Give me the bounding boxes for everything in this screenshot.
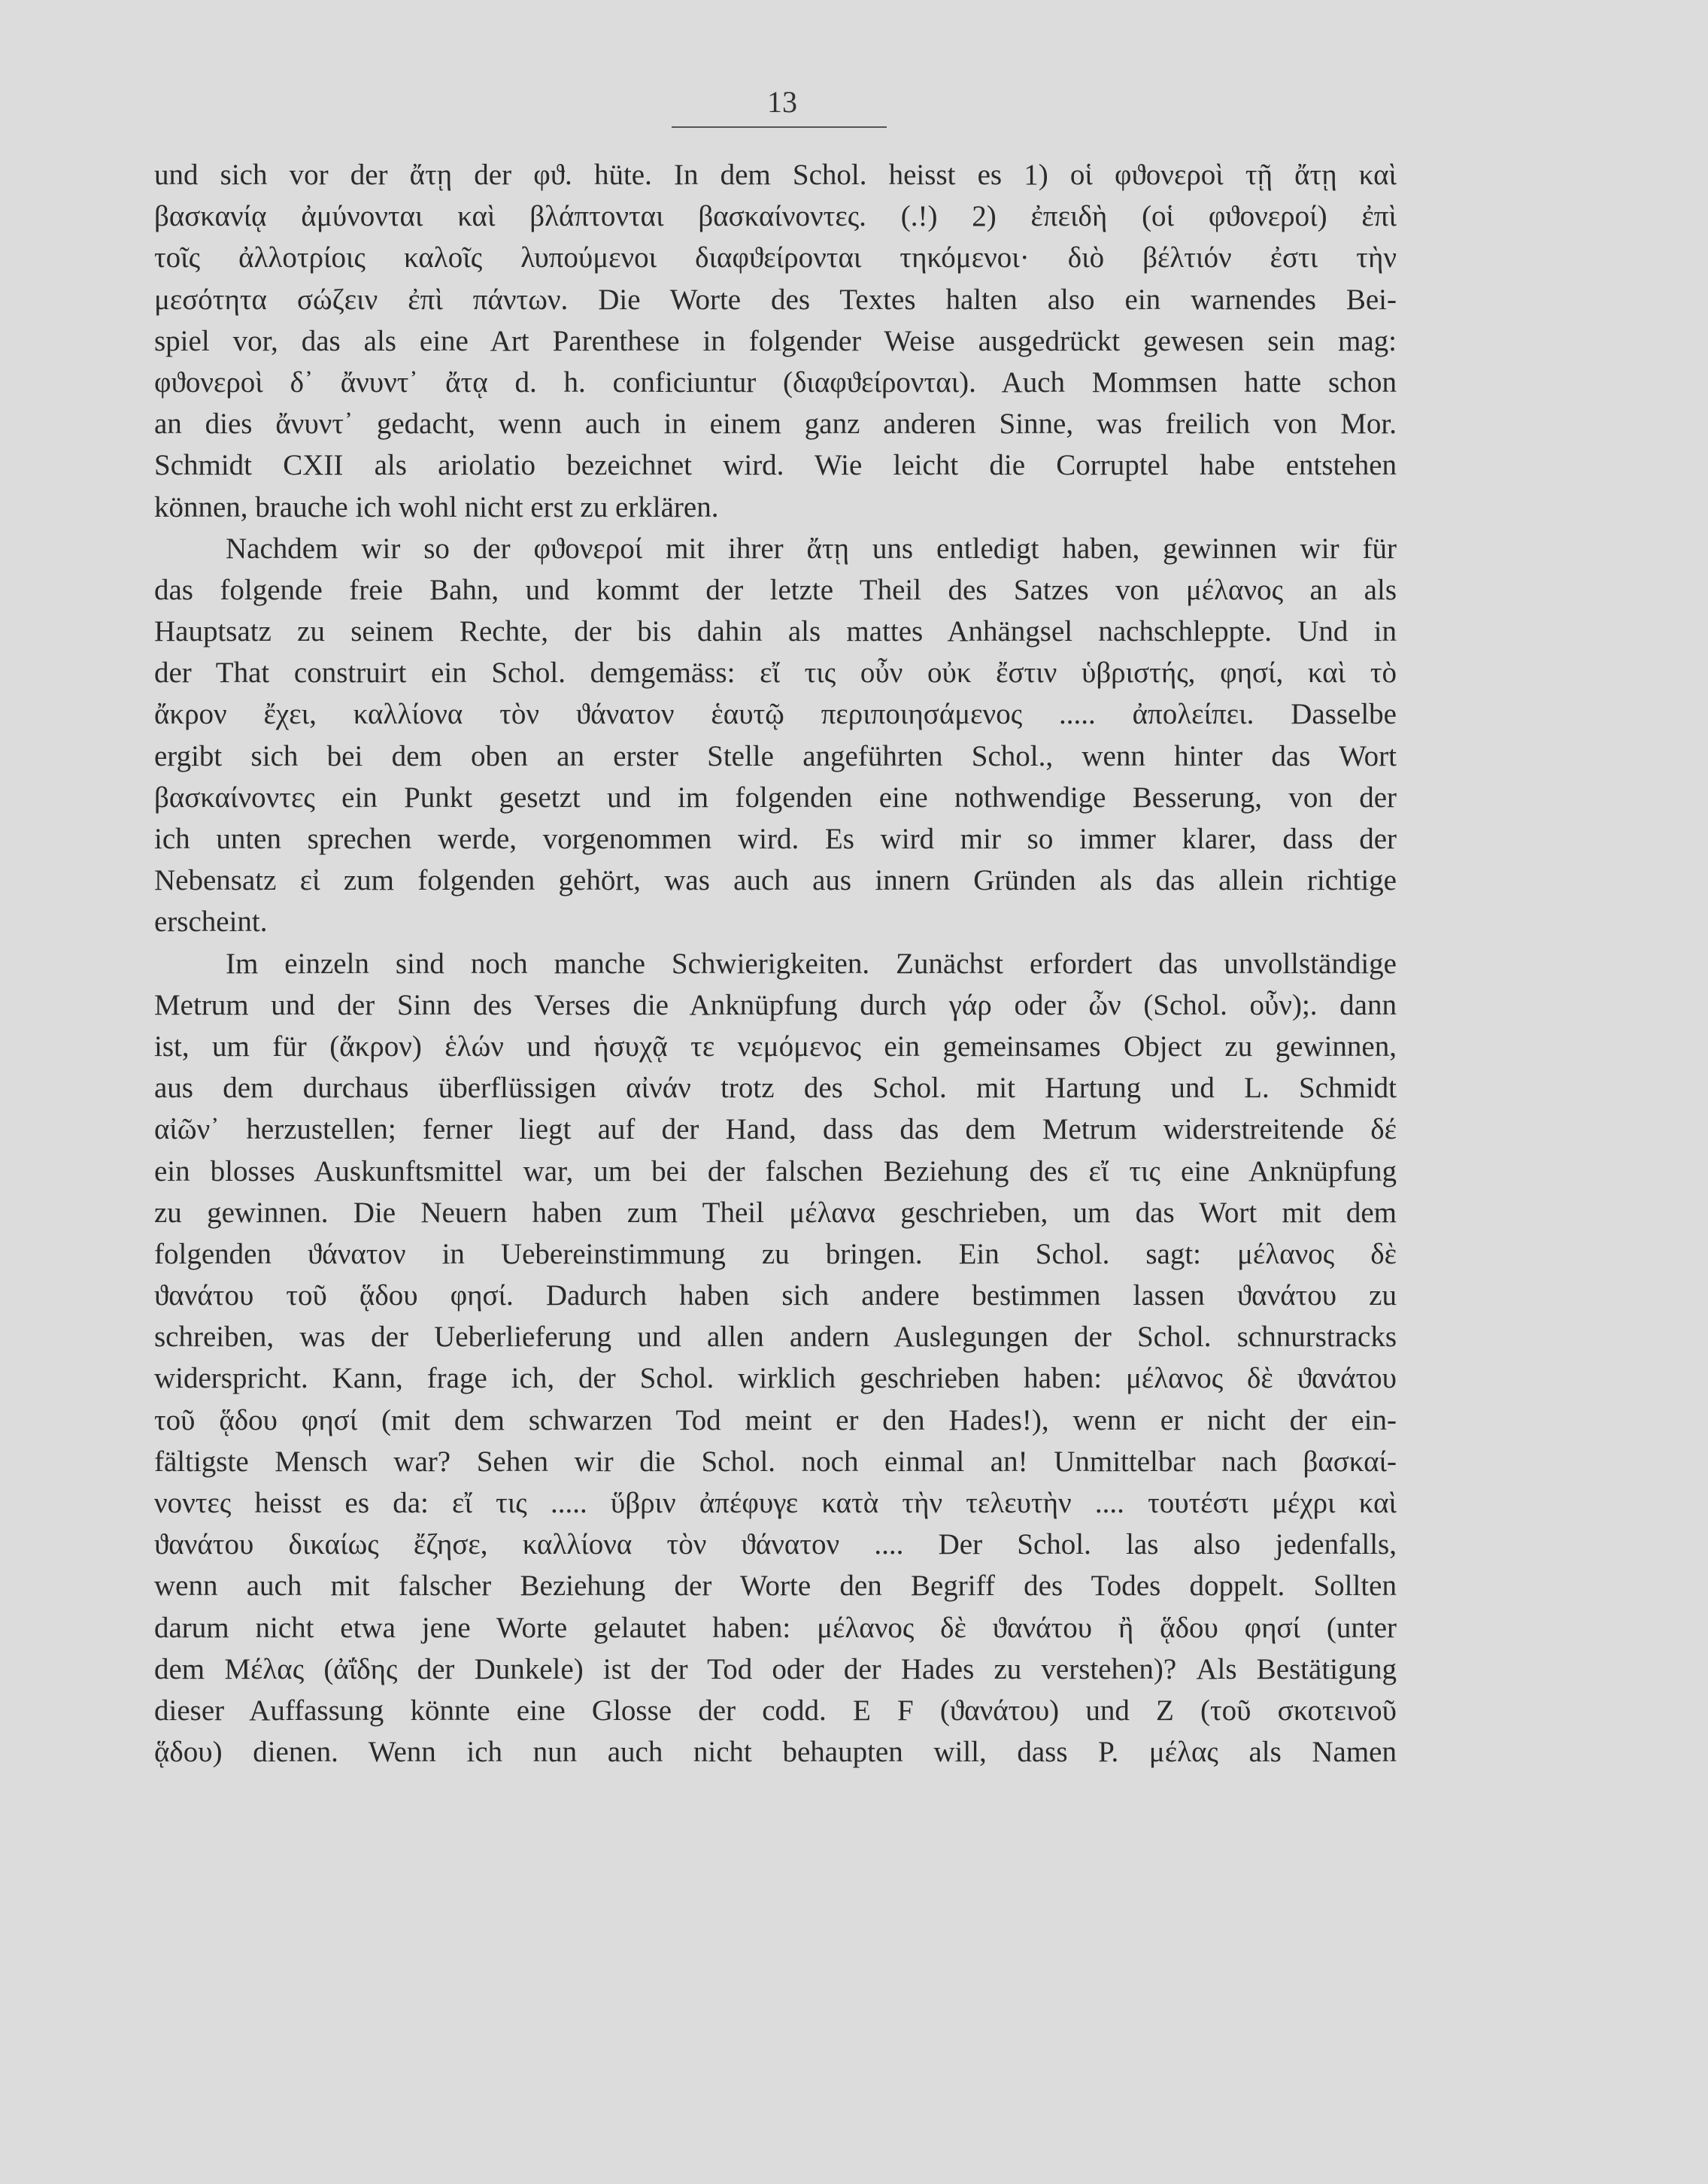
text-line: φϑονεροὶ δ᾽ ἄνυντ᾽ ἄτᾳ d. h. conficiuntur (διαφϑείρονται). Auch Mommsen hatte schon — [154, 366, 1397, 399]
text-line: darum nicht etwa jene Worte gelautet haben: μέλανος δὲ ϑανάτου ἢ ᾅδου φησί (unter — [154, 1611, 1397, 1644]
text-line: βασκαίνοντες ein Punkt gesetzt und im folgenden eine nothwendige Besserung, von der — [154, 781, 1397, 814]
text-line: ich unten sprechen werde, vorgenommen wird. Es wird mir so immer klarer, dass der — [154, 823, 1397, 855]
text-line: τοῖς ἀλλοτρίοις καλοῖς λυπούμενοι διαφϑείρονται τηκόμενοι· διὸ βέλτιόν ἐστι τὴν — [154, 241, 1397, 275]
text-line: Nebensatz εἰ zum folgenden gehört, was auch aus innern Gründen als das allein richtige — [154, 864, 1397, 897]
text-line: fältigste Mensch war? Sehen wir die Schol. noch einmal an! Unmittelbar nach βασκαί- — [154, 1445, 1397, 1478]
text-line: aus dem durchaus überflüssigen αἰνάν trotz des Schol. mit Hartung und L. Schmidt — [154, 1072, 1397, 1105]
text-line: erscheint. — [154, 905, 268, 939]
text-line: Metrum und der Sinn des Verses die Anknüpfung durch γάρ oder ὦν (Schol. οὖν);. dann — [154, 988, 1397, 1021]
text-line: ein blosses Auskunftsmittel war, um bei der falschen Beziehung des εἴ τις eine Anknüpfung — [154, 1154, 1397, 1188]
header-rule — [672, 126, 887, 128]
text-line: widerspricht. Kann, frage ich, der Schol. wirklich geschrieben haben: μέλανος δὲ ϑανάτου — [154, 1362, 1397, 1395]
text-line: μεσότητα σώζειν ἐπὶ πάντων. Die Worte des Textes halten also ein warnendes Bei- — [154, 283, 1397, 316]
text-line: dieser Auffassung könnte eine Glosse der codd. E F (ϑανάτου) und Z (τοῦ σκοτεινοῦ — [154, 1694, 1397, 1727]
text-line: zu gewinnen. Die Neuern haben zum Theil μέλανα geschrieben, um das Wort mit dem — [154, 1196, 1397, 1229]
text-line: dem Μέλας (ἀΐδης der Dunkele) ist der Tod oder der Hades zu verstehen)? Als Bestätigung — [154, 1652, 1397, 1685]
text-line: der That construirt ein Schol. demgemäss: εἴ τις οὖν οὐκ ἔστιν ὑβριστής, φησί, καὶ τὸ — [154, 657, 1397, 690]
page-number: 13 — [767, 85, 797, 119]
text-line: αἰῶν᾽ herzustellen; ferner liegt auf der Hand, dass das dem Metrum widerstreitende δέ — [154, 1113, 1397, 1146]
text-line: spiel vor, das als eine Art Parenthese in folgender Weise ausgedrückt gewesen sein mag: — [154, 324, 1397, 357]
paragraph-2 — [154, 528, 1397, 943]
text-line: ἄκρον ἔχει, καλλίονα τὸν ϑάνατον ἑαυτῷ περιποιησάμενος ..... ἀπολείπει. Dasselbe — [154, 698, 1397, 731]
text-line: ergibt sich bei dem oben an erster Stelle angeführten Schol., wenn hinter das Wort — [154, 739, 1397, 772]
text-line: das folgende freie Bahn, und kommt der letzte Theil des Satzes von μέλανος an als — [154, 573, 1397, 606]
text-line: Hauptsatz zu seinem Rechte, der bis dahin als mattes Anhängsel nachschleppte. Und in — [154, 615, 1397, 648]
text-line: ϑανάτου δικαίως ἔζησε, καλλίονα τὸν ϑάνατον .... Der Schol. las also jedenfalls, — [154, 1528, 1397, 1561]
text-line: Nachdem wir so der φϑονεροί mit ihrer ἄτῃ uns entledigt haben, gewinnen wir für — [226, 532, 1397, 565]
text-line: folgenden ϑάνατον in Uebereinstimmung zu bringen. Ein Schol. sagt: μέλανος δὲ — [154, 1237, 1397, 1270]
text-line: können, brauche ich wohl nicht erst zu erklären. — [154, 490, 719, 523]
text-line: Im einzeln sind noch manche Schwierigkeiten. Zunächst erfordert das unvollständige — [226, 947, 1397, 980]
body-text — [154, 154, 1397, 1773]
paragraph-3 — [154, 943, 1397, 1773]
text-line: τοῦ ᾅδου φησί (mit dem schwarzen Tod meint er den Hades!), wenn er nicht der ein- — [154, 1403, 1397, 1436]
text-line: wenn auch mit falscher Beziehung der Worte den Begriff des Todes doppelt. Sollten — [154, 1570, 1397, 1603]
text-line: ist, um für (ἄκρον) ἑλών und ἡσυχᾷ τε νεμόμενος ein gemeinsames Object zu gewinnen, — [154, 1030, 1397, 1063]
text-line: und sich vor der ἄτῃ der φϑ. hüte. In dem Schol. heisst es 1) οἱ φϑονεροὶ τῇ ἄτῃ καὶ — [154, 159, 1397, 191]
text-line: ᾅδου) dienen. Wenn ich nun auch nicht behaupten will, dass P. μέλας als Namen — [154, 1736, 1397, 1769]
text-line: Schmidt CXII als ariolatio bezeichnet wird. Wie leicht die Corruptel habe entstehen — [154, 449, 1397, 482]
text-line: βασκανίᾳ ἀμύνονται καὶ βλάπτονται βασκαίνοντες. (.!) 2) ἐπειδὴ (οἱ φϑονεροί) ἐπὶ — [154, 200, 1397, 233]
text-line: schreiben, was der Ueberlieferung und allen andern Auslegungen der Schol. schnurstracks — [154, 1321, 1397, 1354]
text-line: ϑανάτου τοῦ ᾅδου φησί. Dadurch haben sich andere bestimmen lassen ϑανάτου zu — [154, 1279, 1397, 1312]
paragraph-1 — [154, 154, 1397, 528]
text-line: an dies ἄνυντ᾽ gedacht, wenn auch in einem ganz anderen Sinne, was freilich von Mor. — [154, 408, 1397, 441]
text-line: νοντες heisst es da: εἴ τις ..... ὕβριν ἀπέφυγε κατὰ τὴν τελευτὴν .... τουτέστι μέχρι καὶ — [154, 1487, 1397, 1519]
